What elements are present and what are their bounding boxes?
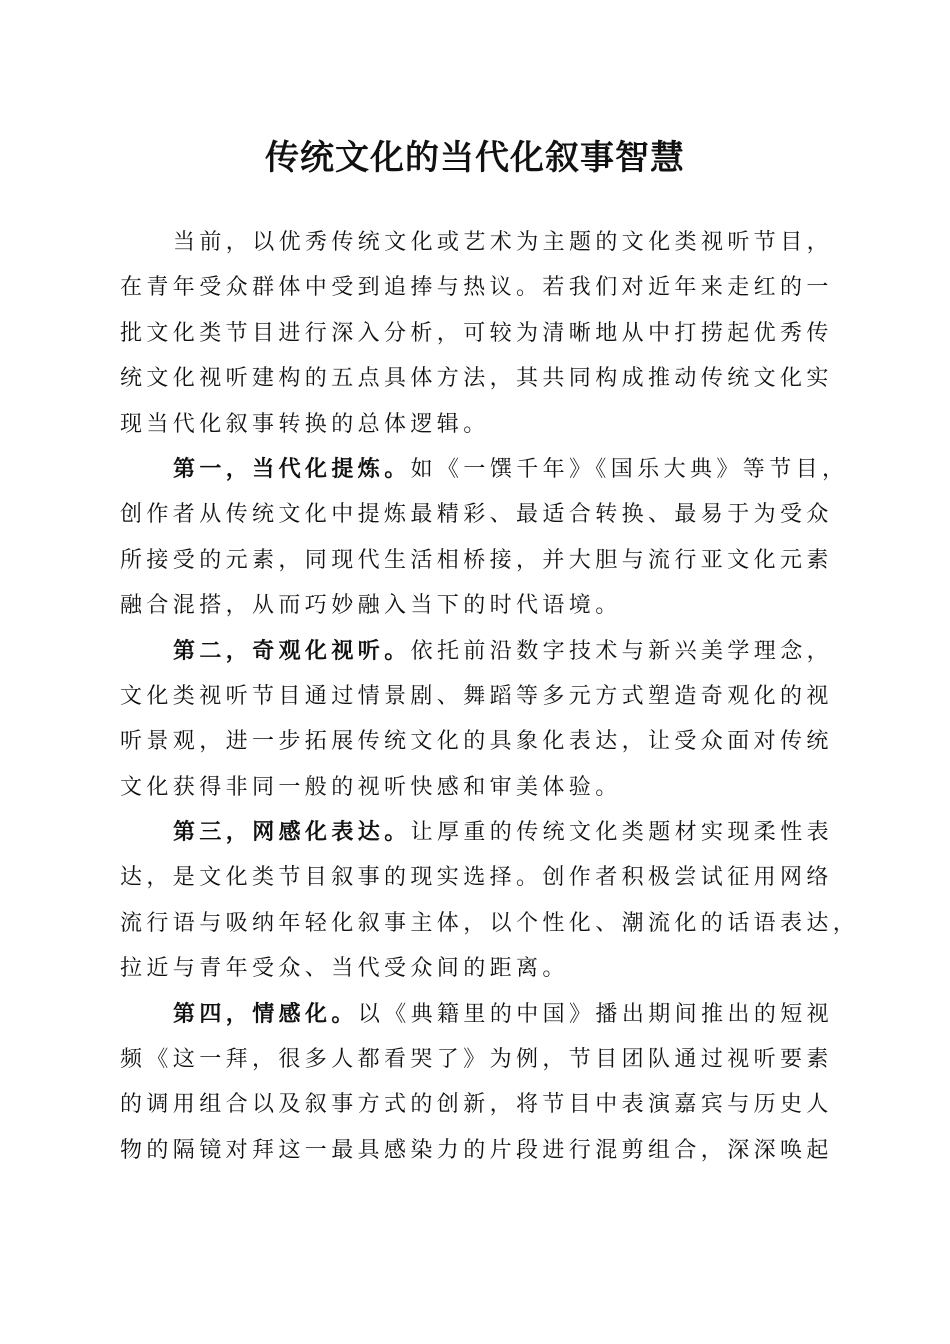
paragraph-line <box>120 810 850 855</box>
paragraph-text: 听景观，进一步拓展传统文化的具象化表达，让受众面对传统 <box>120 729 833 755</box>
paragraph-text: 以《典籍里的中国》播出期间推出的短视 <box>357 1001 834 1027</box>
paragraph-line <box>120 765 850 810</box>
paragraph-line <box>120 901 860 946</box>
paragraph-line <box>120 674 850 719</box>
paragraph-line <box>120 1128 850 1173</box>
paragraph-line <box>120 1082 850 1127</box>
paragraph-line <box>120 855 850 900</box>
paragraph-text: 文化类视听节目通过情景剧、舞蹈等多元方式塑造奇观化的视 <box>120 683 833 709</box>
paragraph-line <box>120 265 850 310</box>
paragraph-text: 如《一馔千年》《国乐大典》等节目， <box>410 456 849 482</box>
paragraph-text: 的调用组合以及叙事方式的创新，将节目中表演嘉宾与历史人 <box>120 1092 833 1118</box>
paragraph-lead-heading: 第四，情感化。 <box>173 1000 358 1027</box>
paragraph-text: 统文化视听建构的五点具体方法，其共同构成推动传统文化实 <box>120 366 833 392</box>
paragraph-text: 融合混搭，从而巧妙融入当下的时代语境。 <box>120 593 622 619</box>
paragraph-line <box>120 1037 850 1082</box>
paragraph-text: 频《这一拜，很多人都看哭了》为例，节目团队通过视听要素 <box>120 1047 833 1073</box>
paragraph-line <box>120 946 850 991</box>
paragraph-line <box>120 583 850 628</box>
paragraph-text: 拉近与青年受众、当代受众间的距离。 <box>120 956 569 982</box>
paragraph-lead-heading: 第二，奇观化视听。 <box>173 637 411 664</box>
paragraph-text: 流行语与吸纳年轻化叙事主体，以个性化、潮流化的话语表达， <box>120 910 860 936</box>
paragraph-text: 创作者从传统文化中提炼最精彩、最适合转换、最易于为受众 <box>120 502 833 528</box>
paragraph-text: 让厚重的传统文化类题材实现柔性表 <box>410 820 834 846</box>
paragraph-text: 物的隔镜对拜这一最具感染力的片段进行混剪组合，深深唤起 <box>120 1137 833 1163</box>
paragraph-line <box>120 447 850 492</box>
document-body <box>120 220 860 1173</box>
paragraph-line <box>120 402 850 447</box>
paragraph-line <box>120 220 850 265</box>
paragraph-line <box>120 356 850 401</box>
paragraph-line <box>120 492 850 537</box>
paragraph-text: 所接受的元素，同现代生活相桥接，并大胆与流行亚文化元素 <box>120 547 833 573</box>
paragraph-lead-heading: 第三，网感化表达。 <box>173 819 411 846</box>
paragraph-text: 在青年受众群体中受到追捧与热议。若我们对近年来走红的一 <box>120 275 833 301</box>
paragraph-line <box>120 311 850 356</box>
document-title: 传统文化的当代化叙事智慧 <box>265 138 685 178</box>
paragraph-line <box>120 719 850 764</box>
paragraph-text: 达，是文化类节目叙事的现实选择。创作者积极尝试征用网络 <box>120 865 833 891</box>
paragraph-line <box>120 992 850 1037</box>
paragraph-text: 批文化类节目进行深入分析，可较为清晰地从中打捞起优秀传 <box>120 320 833 346</box>
paragraph-line <box>120 538 850 583</box>
paragraph-text: 文化获得非同一般的视听快感和审美体验。 <box>120 774 622 800</box>
paragraph-line <box>120 629 850 674</box>
paragraph-text: 现当代化叙事转换的总体逻辑。 <box>120 411 490 437</box>
paragraph-text: 当前，以优秀传统文化或艺术为主题的文化类视听节目， <box>173 230 834 255</box>
paragraph-text: 依托前沿数字技术与新兴美学理念， <box>410 638 834 664</box>
paragraph-lead-heading: 第一，当代化提炼。 <box>173 455 411 482</box>
